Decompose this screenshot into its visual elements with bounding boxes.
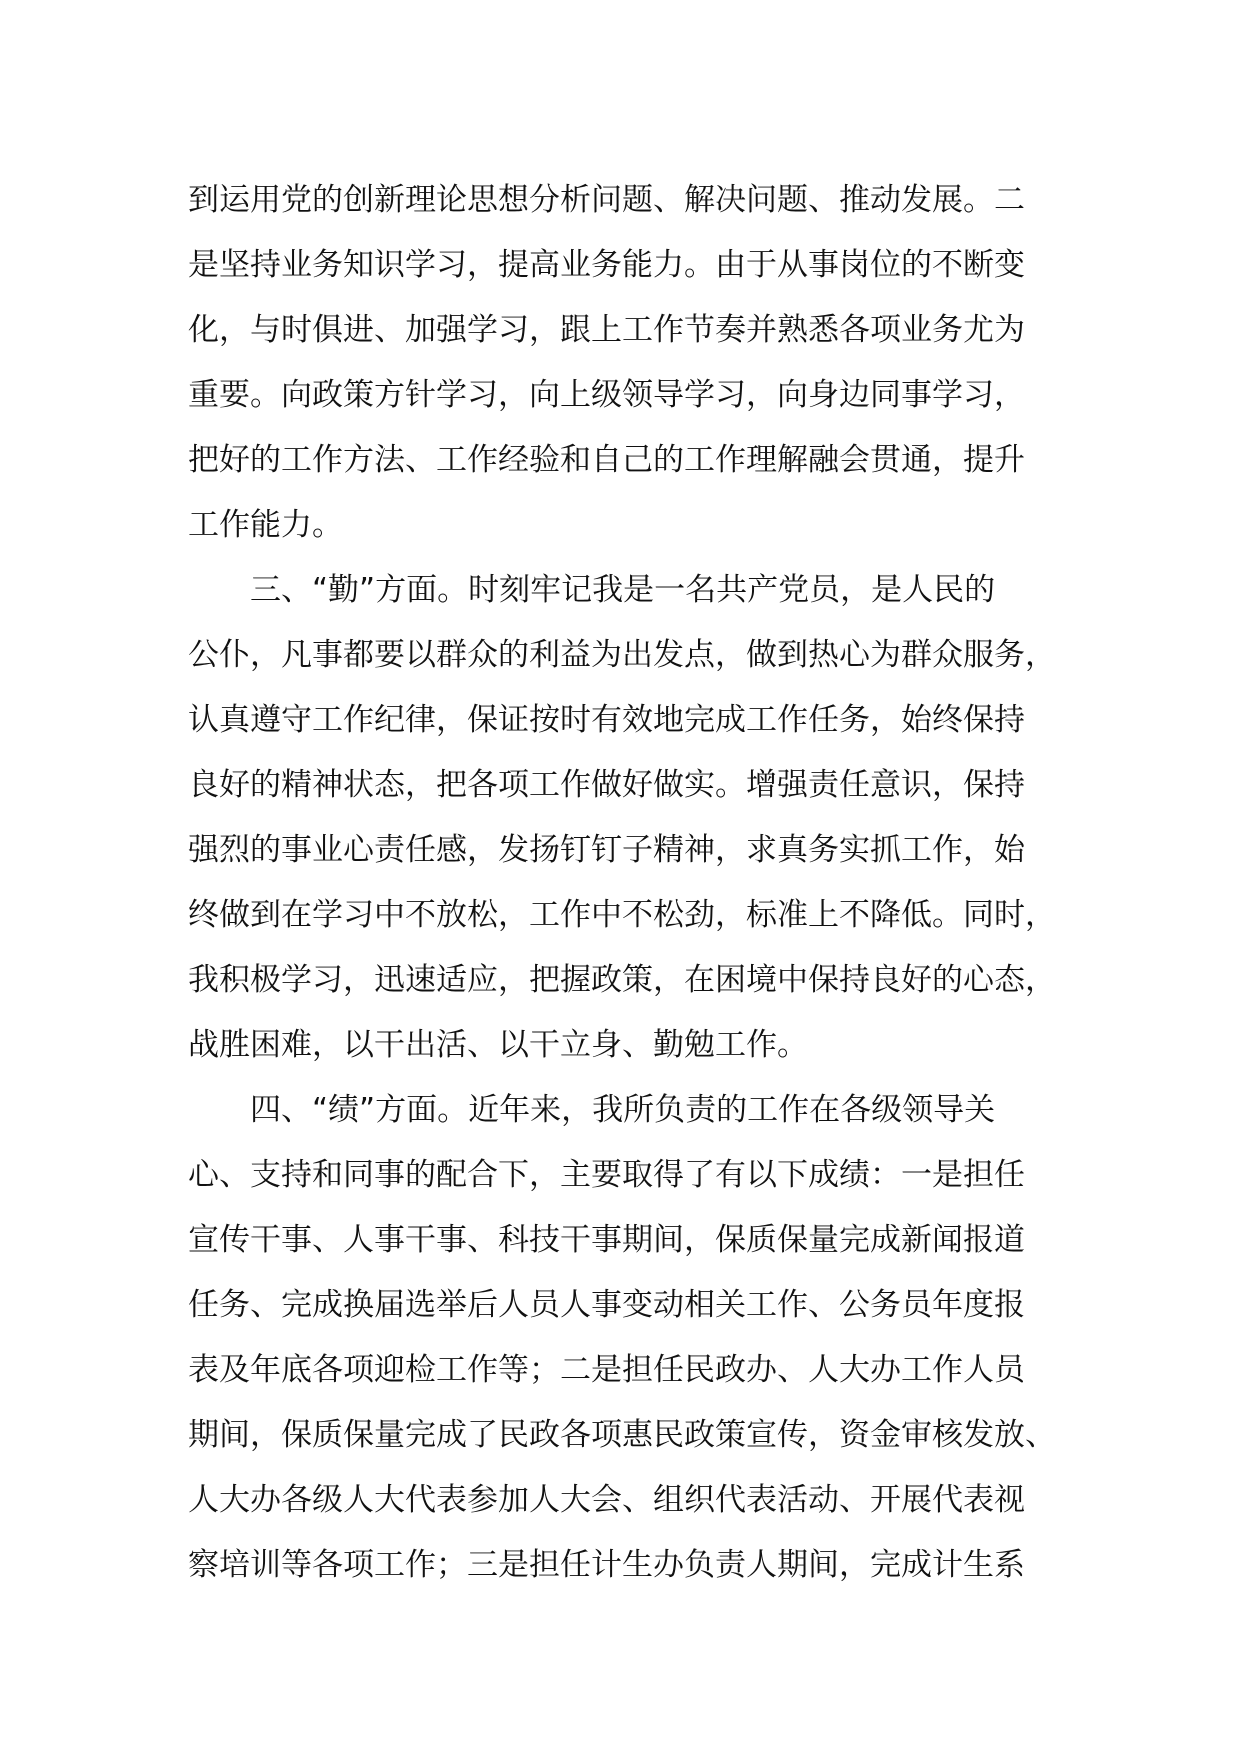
text-line: 察培训等各项工作；三是担任计生办负责人期间，完成计生系 <box>188 1547 1025 1583</box>
text-line: 到运用党的创新理论思想分析问题、解决问题、推动发展。二 <box>188 182 1025 218</box>
text-line: 宣传干事、人事干事、科技干事期间，保质保量完成新闻报道 <box>188 1222 1025 1258</box>
text-line: 良好的精神状态，把各项工作做好做实。增强责任意识，保持 <box>188 767 1025 803</box>
paragraph-start-ji: 四、“绩”方面。近年来，我所负责的工作在各级领导关 <box>250 1092 996 1128</box>
text-line: 表及年底各项迎检工作等；二是担任民政办、人大办工作人员 <box>188 1352 1025 1388</box>
body-text <box>188 168 1088 1598</box>
text-line: 强烈的事业心责任感，发扬钉钉子精神，求真务实抓工作，始 <box>188 832 1025 868</box>
text-line: 心、支持和同事的配合下，主要取得了有以下成绩：一是担任 <box>188 1157 1025 1193</box>
text-line: 是坚持业务知识学习，提高业务能力。由于从事岗位的不断变 <box>188 247 1025 283</box>
text-line: 把好的工作方法、工作经验和自己的工作理解融会贯通，提升 <box>188 442 1025 478</box>
text-line: 重要。向政策方针学习，向上级领导学习，向身边同事学习， <box>188 377 1025 413</box>
text-line: 化，与时俱进、加强学习，跟上工作节奏并熟悉各项业务尤为 <box>188 312 1025 348</box>
text-line: 认真遵守工作纪律，保证按时有效地完成工作任务，始终保持 <box>188 702 1025 738</box>
text-line: 战胜困难，以干出活、以干立身、勤勉工作。 <box>188 1027 808 1063</box>
text-line: 期间，保质保量完成了民政各项惠民政策宣传，资金审核发放、 <box>188 1417 1056 1453</box>
text-line: 任务、完成换届选举后人员人事变动相关工作、公务员年度报 <box>188 1287 1025 1323</box>
text-line: 工作能力。 <box>188 507 343 543</box>
text-line: 我积极学习，迅速适应，把握政策，在困境中保持良好的心态， <box>188 962 1056 998</box>
text-line: 人大办各级人大代表参加人大会、组织代表活动、开展代表视 <box>188 1482 1025 1518</box>
paragraph-start-qin: 三、“勤”方面。时刻牢记我是一名共产党员，是人民的 <box>250 572 996 608</box>
text-line: 终做到在学习中不放松，工作中不松劲，标准上不降低。同时， <box>188 897 1056 933</box>
text-line: 公仆，凡事都要以群众的利益为出发点，做到热心为群众服务， <box>188 637 1056 673</box>
